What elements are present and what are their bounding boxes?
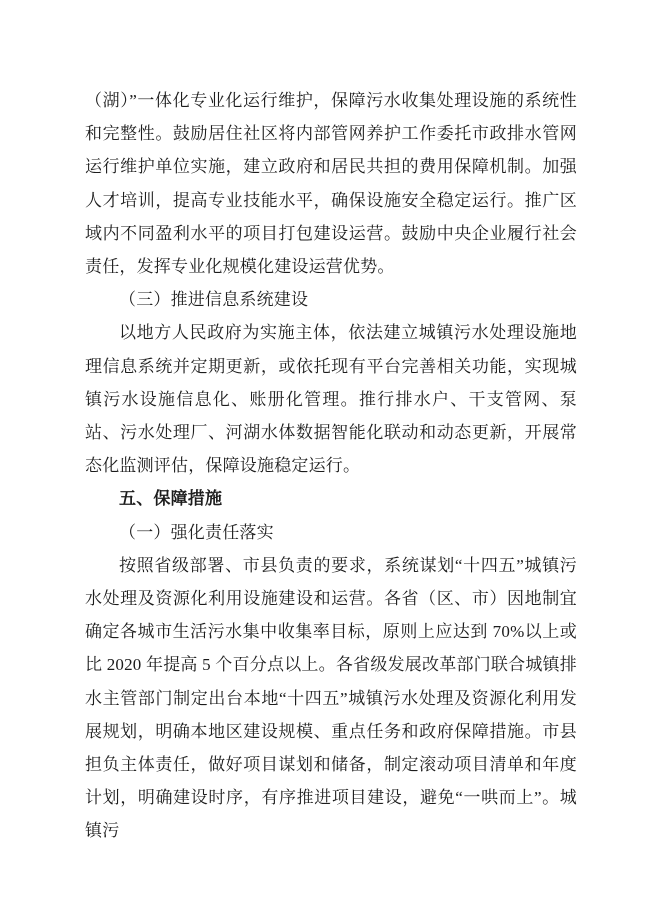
section-heading-safeguard-measures: 五、保障措施 bbox=[119, 489, 223, 509]
paragraph-information-system: 以地方人民政府为实施主体，依法建立城镇污水处理设施地理信息系统并定期更新，或依托现有平台完善相关功能，实现城镇污水设施信息化、账册化管理。推行排水户、干支管网、泵站、污水处理厂、河湖水体数据智能化联动和动态更新，开展常态化监测评估，保障设施稳定运行。 bbox=[85, 323, 577, 476]
paragraph-responsibility-implementation: 按照省级部署、市县负责的要求，系统谋划“十四五”城镇污水处理及资源化利用设施建设和运营。各省（区、市）因地制宜确定各城市生活污水集中收集率目标，原则上应达到 70%以上或比 2020 年提高 5 个百分点以上。各省级发展改革部门联合城镇排水主管部门制定出台本地“十四五”城镇污水处理及资源化利用发展规划，明确本地区建设规模、重点任务和政府保障措施。市县担负主体责任，做好项目谋划和储备，制定滚动项目清单和年度计划，明确建设时序，有序推进项目建设，避免“一哄而上”。城镇污 bbox=[85, 555, 577, 841]
subsection-heading-information-system: （三）推进信息系统建设 bbox=[119, 290, 309, 310]
document-text-block bbox=[85, 84, 577, 848]
paragraph-operation-maintenance: （湖）”一体化专业化运行维护，保障污水收集处理设施的系统性和完整性。鼓励居住社区将内部管网养护工作委托市政排水管网运行维护单位实施，建立政府和居民共担的费用保障机制。加强人才培训，提高专业技能水平，确保设施安全稳定运行。推广区域内不同盈利水平的项目打包建设运营。鼓励中央企业履行社会责任，发挥专业化规模化建设运营优势。 bbox=[85, 91, 577, 277]
subsection-heading-responsibility: （一）强化责任落实 bbox=[119, 522, 274, 542]
